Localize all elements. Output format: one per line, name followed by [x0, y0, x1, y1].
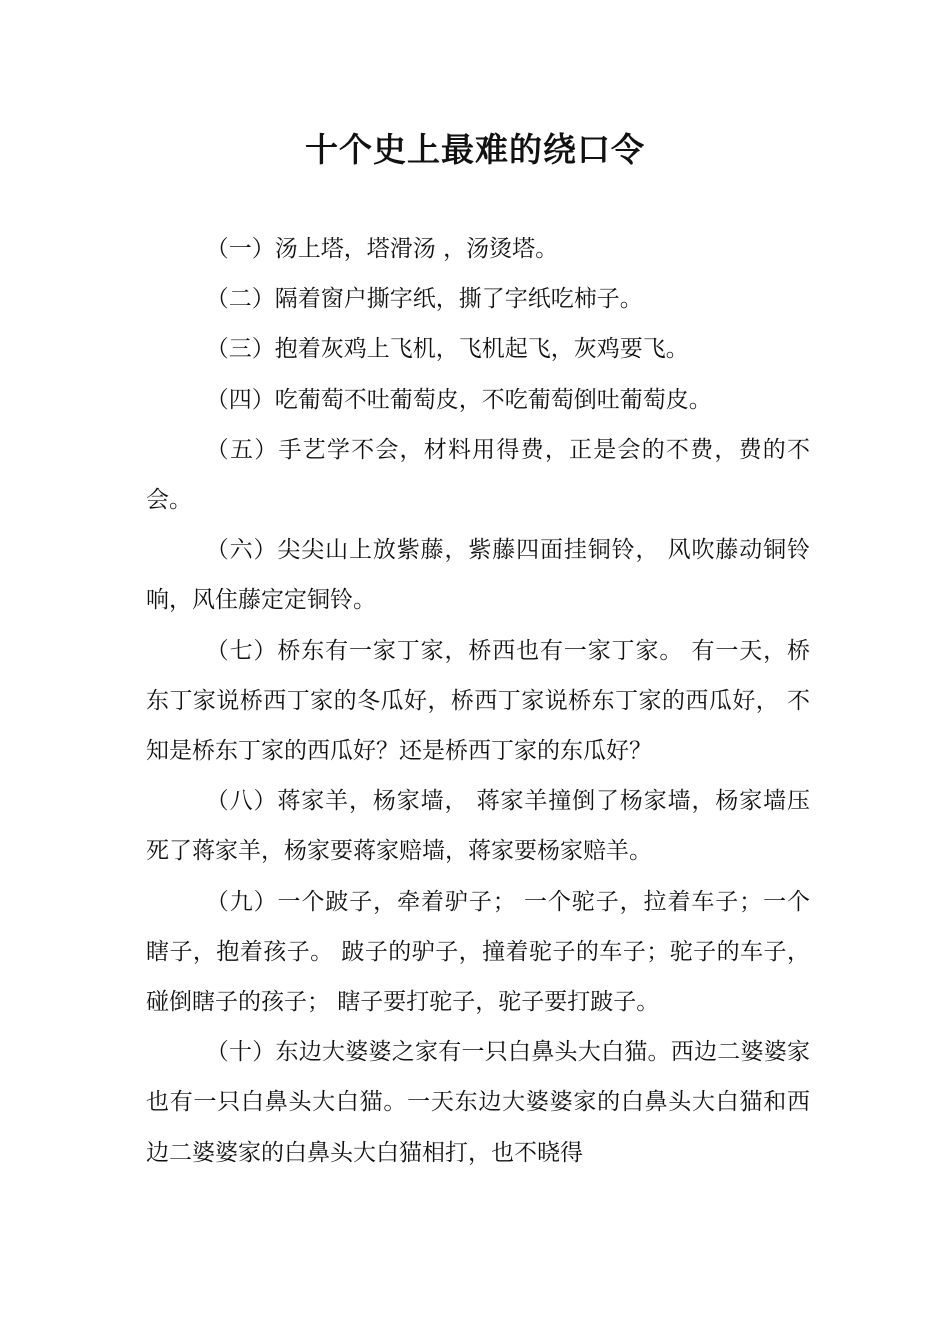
paragraph-9: （九）一个跛子，牵着驴子； 一个驼子，拉着车子；一个瞎子，抱着孩子。 跛子的驴子，撞着驼子的车子；驼子的车子，碰倒瞎子的孩子； 瞎子要打驼子，驼子要打跛子。: [146, 888, 810, 1016]
paragraph-10: （十）东边大婆婆之家有一只白鼻头大白猫。西边二婆婆家也有一只白鼻头大白猫。一天东边大婆婆家的白鼻头大白猫和西边二婆婆家的白鼻头大白猫相打，也不晓得: [146, 1039, 810, 1166]
paragraph-2: （二）隔着窗户撕字纸，撕了字纸吃柿子。: [205, 286, 643, 313]
paragraph-8: （八）蒋家羊，杨家墙， 蒋家羊撞倒了杨家墙，杨家墙压死了蒋家羊，杨家要蒋家赔墙，蒋家要杨家赔羊。: [146, 788, 810, 865]
paragraph-5: （五）手艺学不会，材料用得费，正是会的不费，费的不会。: [146, 436, 810, 514]
paragraph-3: （三）抱着灰鸡上飞机，飞机起飞，灰鸡要飞。: [205, 336, 689, 363]
paragraph-1: （一）汤上塔，塔滑汤 ，汤烫塔。: [205, 236, 559, 262]
paragraph-7: （七）桥东有一家丁家，桥西也有一家丁家。 有一天，桥东丁家说桥西丁家的冬瓜好，桥西丁家说桥东丁家的西瓜好， 不知是桥东丁家的西瓜好？还是桥西丁家的东瓜好？: [146, 637, 810, 765]
page-title: 十个史上最难的绕口令: [305, 130, 645, 169]
paragraph-4: （四）吃葡萄不吐葡萄皮，不吃葡萄倒吐葡萄皮。: [205, 386, 712, 413]
document-body: [146, 224, 810, 1178]
paragraph-6: （六）尖尖山上放紫藤，紫藤四面挂铜铃， 风吹藤动铜铃响，风住藤定定铜铃。: [146, 537, 810, 614]
